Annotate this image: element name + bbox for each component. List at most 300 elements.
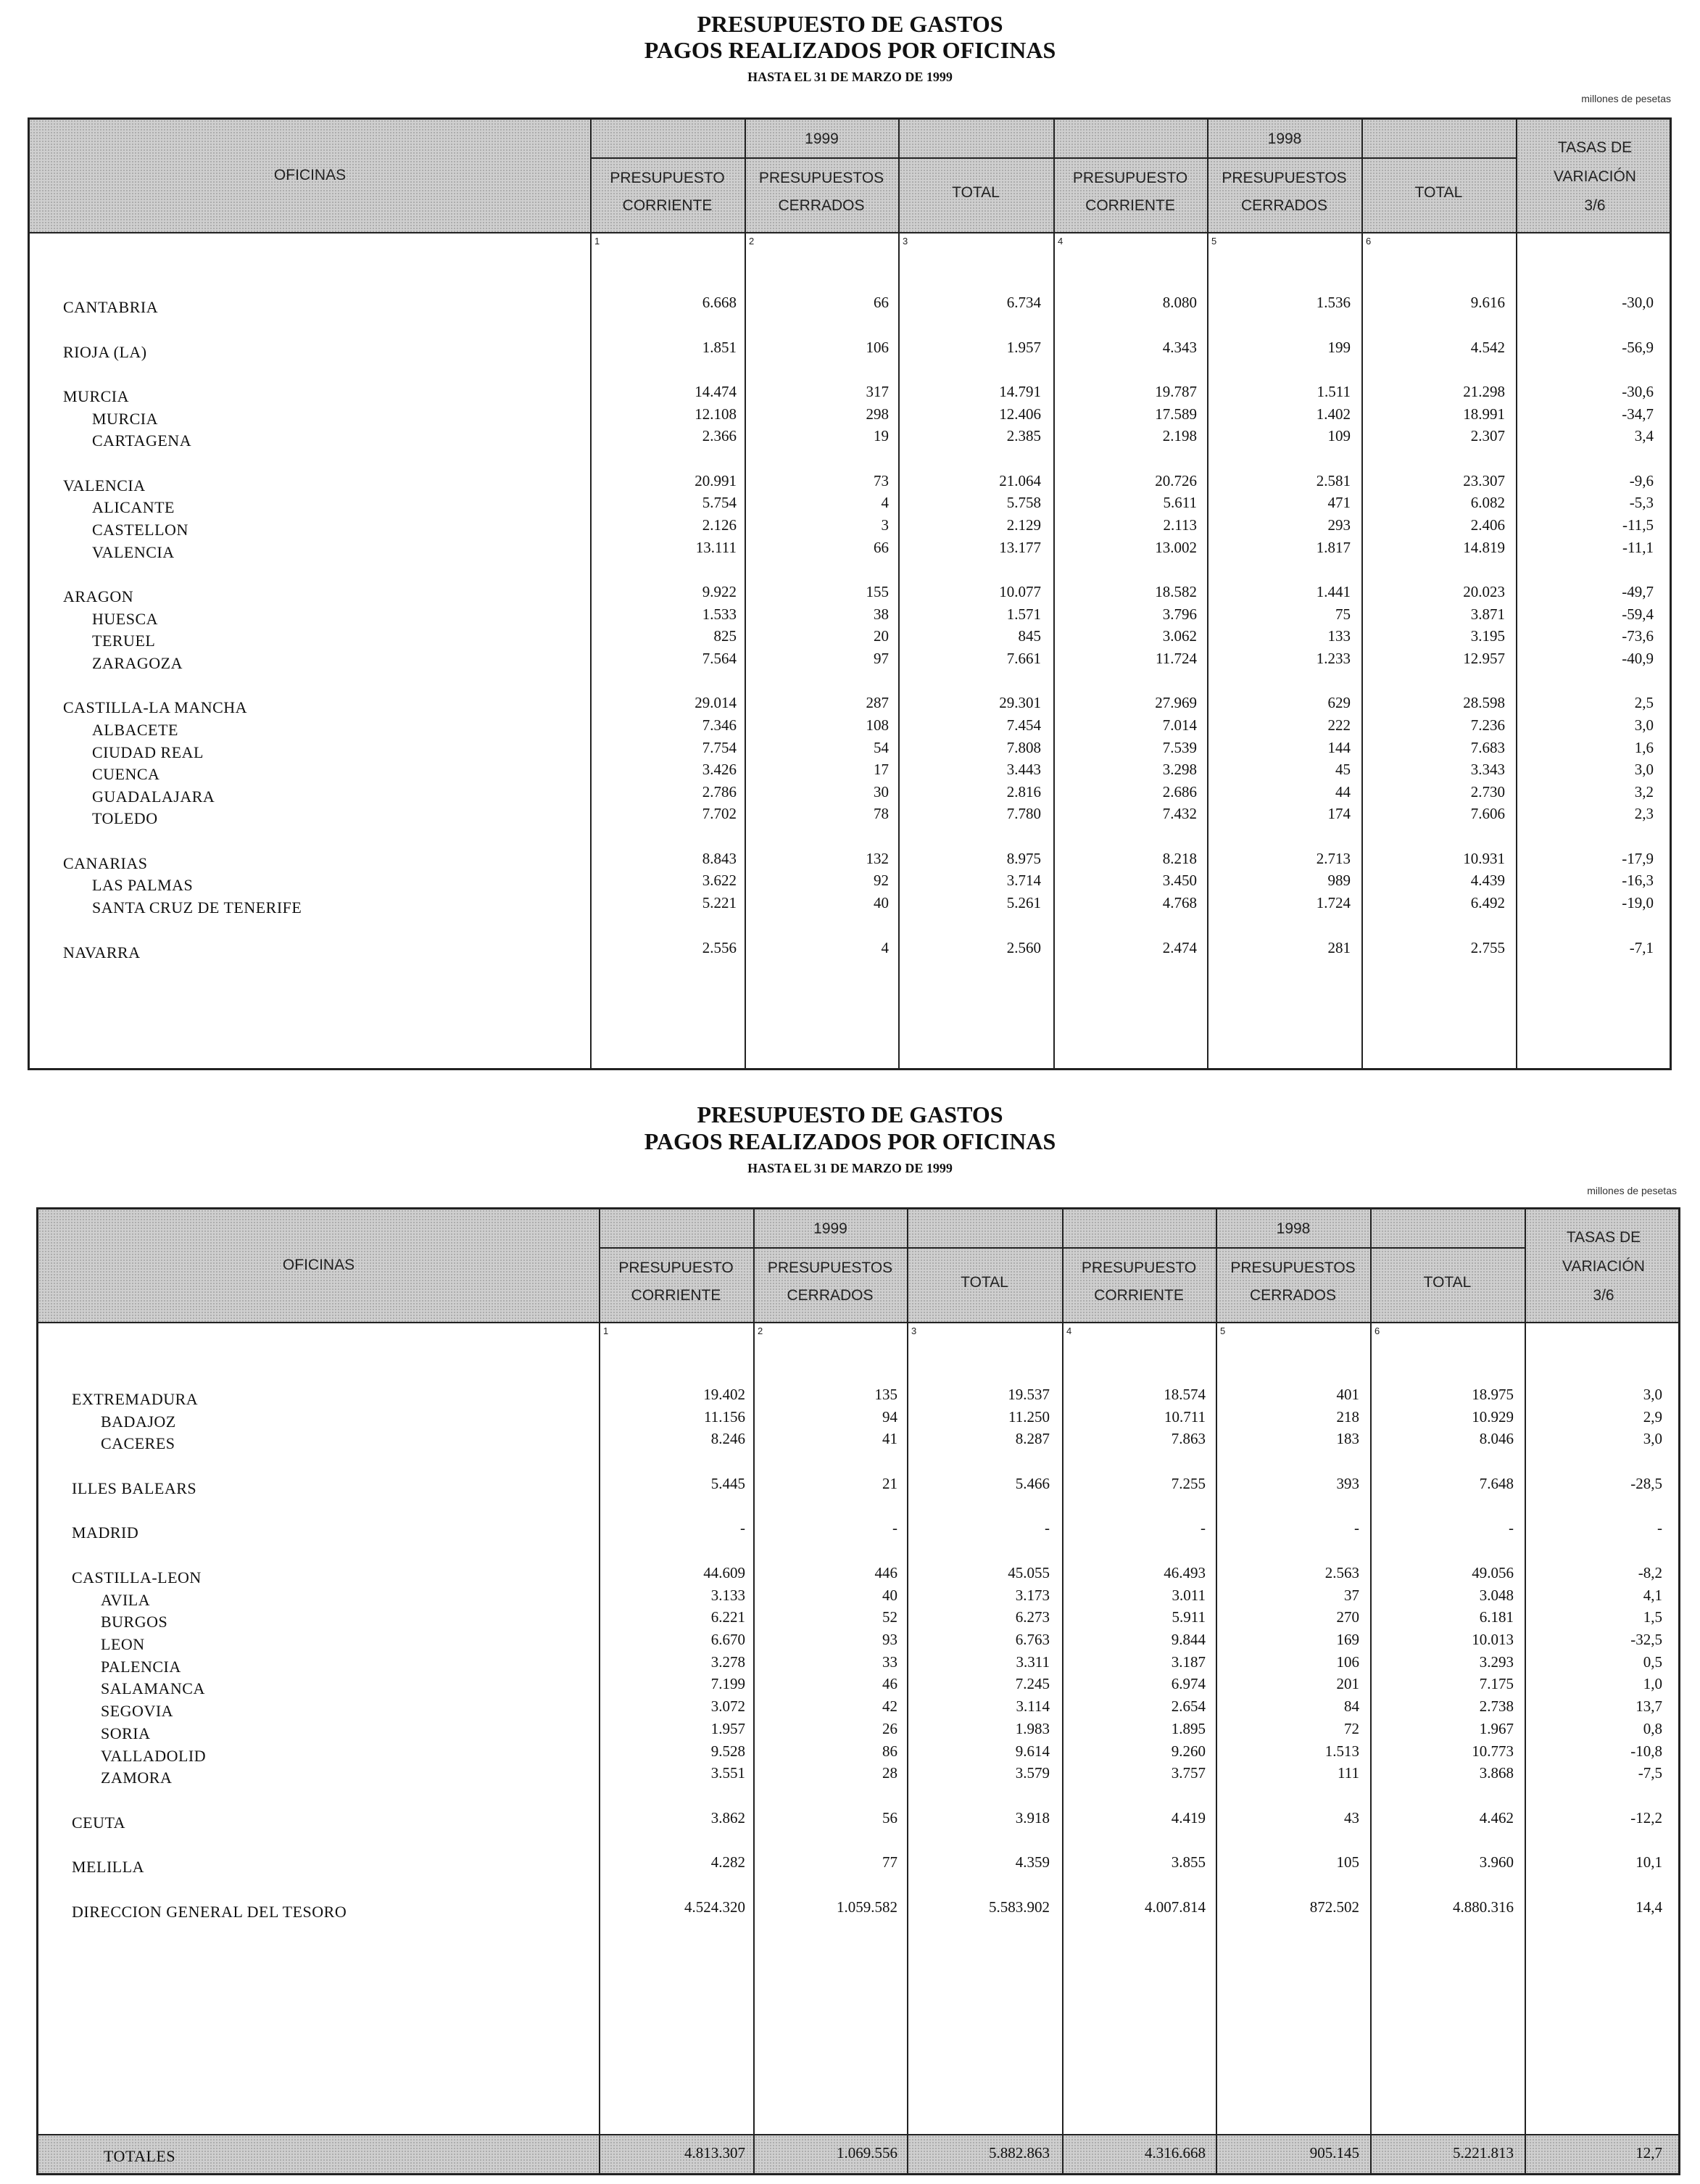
header-oficinas: OFICINAS xyxy=(282,1257,355,1273)
cell-value: 43 xyxy=(1344,1808,1359,1827)
cell-value: 52 xyxy=(882,1608,897,1626)
cell-value: 872.502 xyxy=(1309,1898,1359,1916)
cell-value: 629 xyxy=(1327,694,1351,712)
office-name-sub: MURCIA xyxy=(92,409,159,428)
cell-value: 1.957 xyxy=(1006,338,1041,356)
cell-value: 19.537 xyxy=(1008,1386,1050,1403)
cell-value: 2,9 xyxy=(1643,1407,1662,1426)
cell-value: 54 xyxy=(874,738,889,756)
cell-value: 2.406 xyxy=(1470,516,1505,534)
office-name-sub: CUENCA xyxy=(92,765,160,784)
cell-value: 298 xyxy=(866,405,889,423)
cell-value: 5.758 xyxy=(1006,494,1041,512)
cell-value: 3 xyxy=(881,516,889,534)
column-number: 3 xyxy=(911,1325,917,1336)
cell-value: 2.730 xyxy=(1470,782,1505,801)
cell-value: 20.726 xyxy=(1155,471,1197,489)
cell-value: 287 xyxy=(866,694,889,712)
year-divider xyxy=(599,1247,1525,1249)
cell-value: 7.780 xyxy=(1006,805,1041,823)
section-date: HASTA EL 31 DE MARZO DE 1999 xyxy=(747,1161,953,1175)
cell-value: 2.654 xyxy=(1171,1697,1206,1716)
cell-value: 109 xyxy=(1327,427,1351,445)
table-row xyxy=(30,472,1674,494)
cell-value: 41 xyxy=(882,1430,897,1448)
cell-value: 45 xyxy=(1335,761,1351,779)
office-name-sub: ZAMORA xyxy=(101,1769,173,1787)
cell-value: -11,1 xyxy=(1622,538,1654,556)
cell-value: 9.260 xyxy=(1171,1742,1206,1760)
cell-value: 93 xyxy=(882,1631,897,1648)
cell-value: 7.754 xyxy=(702,738,737,756)
cell-value: 3.868 xyxy=(1479,1764,1514,1782)
cell-value: 18.582 xyxy=(1155,583,1197,600)
cell-value: 2.563 xyxy=(1324,1563,1359,1581)
cell-value: 7.702 xyxy=(702,805,737,823)
cell-value: 3,4 xyxy=(1634,427,1654,445)
cell-value: 3.714 xyxy=(1006,872,1041,890)
header-total: TOTAL xyxy=(1414,184,1463,201)
cell-value: 144 xyxy=(1327,738,1351,756)
cell-value: 2.126 xyxy=(702,516,737,534)
cell-value: 19.787 xyxy=(1155,383,1197,400)
table-row xyxy=(30,872,1674,893)
totals-label: TOTALES xyxy=(104,2147,176,2165)
cell-value: 2.738 xyxy=(1479,1697,1514,1716)
cell-value: 44 xyxy=(1335,782,1351,801)
office-name-sub: ALICANTE xyxy=(92,498,175,517)
cell-value: 10,1 xyxy=(1635,1853,1662,1871)
cell-value: 9.844 xyxy=(1171,1631,1206,1648)
cell-value: 2.581 xyxy=(1316,471,1351,489)
cell-value: 6.668 xyxy=(702,294,737,311)
cell-value: 4 xyxy=(881,494,889,512)
totals-value: 5.221.813 xyxy=(1453,2144,1514,2162)
cell-value: 38 xyxy=(874,605,889,623)
cell-value: 18.975 xyxy=(1472,1386,1514,1403)
cell-value: 3.855 xyxy=(1171,1853,1206,1871)
office-name-sub: CARTAGENA xyxy=(92,431,192,450)
header-year-1998: 1998 xyxy=(1276,1220,1311,1237)
cell-value: 4.282 xyxy=(710,1853,745,1871)
cell-value: 8.246 xyxy=(710,1430,745,1448)
office-name: MADRID xyxy=(72,1523,139,1542)
cell-value: 3,0 xyxy=(1634,761,1654,779)
budget-table xyxy=(36,1207,1680,2175)
cell-value: 218 xyxy=(1336,1407,1359,1426)
table-row xyxy=(30,339,1674,360)
cell-value: 201 xyxy=(1336,1675,1359,1693)
cell-value: -11,5 xyxy=(1622,516,1654,534)
table-row xyxy=(30,539,1674,561)
cell-value: 12.406 xyxy=(999,405,1041,423)
cell-value: 10.773 xyxy=(1472,1742,1514,1760)
cell-value: 92 xyxy=(874,872,889,890)
office-name-sub: GUADALAJARA xyxy=(92,787,215,806)
table-row xyxy=(30,850,1674,872)
cell-value: 199 xyxy=(1327,338,1351,356)
cell-value: 222 xyxy=(1327,716,1351,734)
cell-value: 4.439 xyxy=(1470,872,1505,890)
cell-value: 2.366 xyxy=(702,427,737,445)
cell-value: 989 xyxy=(1327,872,1351,890)
cell-value: 106 xyxy=(1336,1653,1359,1671)
header-subcol-line2: CORRIENTE xyxy=(1085,197,1175,214)
cell-value: 2.474 xyxy=(1162,938,1197,956)
section-subtitle: PAGOS REALIZADOS POR OFICINAS xyxy=(644,37,1056,63)
cell-value: 5.445 xyxy=(710,1474,745,1492)
cell-value: -7,5 xyxy=(1638,1764,1662,1782)
column-number: 4 xyxy=(1066,1325,1072,1336)
header-tasa-3: 3/6 xyxy=(1593,1287,1614,1304)
cell-value: 281 xyxy=(1327,938,1351,956)
cell-value: 3.114 xyxy=(1016,1697,1050,1716)
cell-value: 4.419 xyxy=(1171,1808,1206,1827)
table-row xyxy=(38,1675,1683,1697)
cell-value: 2.385 xyxy=(1006,427,1041,445)
cell-value: -30,6 xyxy=(1622,383,1654,400)
office-name-sub: BADAJOZ xyxy=(101,1412,176,1431)
office-name: CANTABRIA xyxy=(63,298,159,316)
cell-value: 3.311 xyxy=(1016,1653,1050,1671)
cell-value: 2.713 xyxy=(1316,849,1351,867)
cell-value: 7.661 xyxy=(1006,649,1041,667)
cell-value: 28 xyxy=(882,1764,897,1782)
header-year-1998: 1998 xyxy=(1267,131,1302,147)
office-name: VALENCIA xyxy=(63,476,146,495)
cell-value: 0,5 xyxy=(1643,1653,1662,1671)
cell-value: 1.233 xyxy=(1316,649,1351,667)
cell-value: 46.493 xyxy=(1164,1563,1206,1581)
cell-value: 14.474 xyxy=(694,383,737,400)
cell-value: 86 xyxy=(882,1742,897,1760)
cell-value: 2.786 xyxy=(702,782,737,801)
budget-table xyxy=(28,117,1672,1070)
cell-value: 28.598 xyxy=(1463,694,1505,712)
office-name: CEUTA xyxy=(72,1813,126,1832)
table-row xyxy=(30,605,1674,627)
table-row xyxy=(38,1653,1683,1675)
cell-value: 1.059.582 xyxy=(837,1898,897,1916)
cell-value: - xyxy=(740,1519,745,1537)
office-name: MELILLA xyxy=(72,1858,145,1877)
cell-value: 14,4 xyxy=(1635,1898,1662,1916)
cell-value: 133 xyxy=(1327,627,1351,645)
header-total: TOTAL xyxy=(952,184,1000,201)
table-row xyxy=(30,694,1674,716)
cell-value: 6.221 xyxy=(710,1608,745,1626)
cell-value: 3.278 xyxy=(710,1653,745,1671)
office-name-sub: SANTA CRUZ DE TENERIFE xyxy=(92,898,302,917)
cell-value: 270 xyxy=(1336,1608,1359,1626)
column-number: 5 xyxy=(1220,1325,1226,1336)
cell-value: 11.724 xyxy=(1156,649,1197,667)
header-subcol-line2: CERRADOS xyxy=(787,1287,874,1304)
cell-value: 6.763 xyxy=(1015,1631,1050,1648)
cell-value: 78 xyxy=(874,805,889,823)
office-name-sub: SORIA xyxy=(101,1724,151,1742)
cell-value: 3.048 xyxy=(1479,1586,1514,1604)
header-tasa-1: TASAS DE xyxy=(1557,139,1633,156)
table-row xyxy=(30,739,1674,761)
cell-value: 1.983 xyxy=(1015,1719,1050,1737)
cell-value: 7.454 xyxy=(1006,716,1041,734)
cell-value: -16,3 xyxy=(1622,872,1654,890)
cell-value: 3.443 xyxy=(1006,761,1041,779)
header-subcol-line2: CORRIENTE xyxy=(622,197,713,214)
cell-value: 393 xyxy=(1336,1474,1359,1492)
cell-value: 4.542 xyxy=(1470,338,1505,356)
cell-value: 7.808 xyxy=(1006,738,1041,756)
header-subcol-line1: PRESUPUESTOS xyxy=(1230,1259,1356,1276)
totals-value: 1.069.556 xyxy=(837,2144,897,2162)
cell-value: 4.359 xyxy=(1015,1853,1050,1871)
cell-value: 13.002 xyxy=(1155,538,1197,556)
cell-value: -9,6 xyxy=(1629,471,1654,489)
cell-value: 40 xyxy=(874,894,889,911)
cell-value: 3.551 xyxy=(710,1764,745,1782)
cell-value: 9.614 xyxy=(1015,1742,1050,1760)
cell-value: 3.072 xyxy=(710,1697,745,1716)
cell-value: - xyxy=(1657,1519,1662,1537)
cell-value: 1.441 xyxy=(1316,583,1351,600)
cell-value: 1.724 xyxy=(1316,894,1351,911)
cell-value: 401 xyxy=(1336,1386,1359,1403)
office-name-sub: VALLADOLID xyxy=(101,1746,207,1765)
section-title: PRESUPUESTO DE GASTOS xyxy=(697,1101,1003,1128)
cell-value: 2.113 xyxy=(1163,516,1197,534)
cell-value: -17,9 xyxy=(1622,849,1654,867)
table-row xyxy=(30,427,1674,449)
cell-value: 27.969 xyxy=(1155,694,1197,712)
cell-value: 5.911 xyxy=(1172,1608,1206,1626)
cell-value: -73,6 xyxy=(1622,627,1654,645)
cell-value: 9.616 xyxy=(1470,294,1505,311)
cell-value: 3.579 xyxy=(1015,1764,1050,1782)
office-name: RIOJA (LA) xyxy=(63,342,147,361)
cell-value: 8.046 xyxy=(1479,1430,1514,1448)
cell-value: 3.187 xyxy=(1171,1653,1206,1671)
cell-value: 2.307 xyxy=(1470,427,1505,445)
cell-value: 29.301 xyxy=(999,694,1041,712)
table-row xyxy=(38,1475,1683,1497)
table-row xyxy=(38,1519,1683,1541)
cell-value: 111 xyxy=(1338,1764,1359,1782)
office-name-sub: VALENCIA xyxy=(92,542,175,561)
table-row xyxy=(30,383,1674,405)
table-row xyxy=(38,1608,1683,1630)
cell-value: -32,5 xyxy=(1630,1631,1662,1648)
units-note: millones de pesetas xyxy=(1581,93,1671,104)
table-row xyxy=(30,294,1674,315)
cell-value: 155 xyxy=(866,583,889,600)
office-name-sub: TOLEDO xyxy=(92,809,158,828)
cell-value: - xyxy=(1354,1519,1359,1537)
header-subcol-line1: PRESUPUESTOS xyxy=(767,1259,893,1276)
cell-value: 5.754 xyxy=(702,494,737,512)
cell-value: 7.539 xyxy=(1162,738,1197,756)
cell-value: 1.957 xyxy=(710,1719,745,1737)
header-subcol-line1: PRESUPUESTO xyxy=(610,170,725,186)
cell-value: 5.261 xyxy=(1006,894,1041,911)
cell-value: 1.851 xyxy=(702,338,737,356)
header-subcol-line2: CERRADOS xyxy=(778,197,865,214)
header-tasa-3: 3/6 xyxy=(1584,197,1606,214)
cell-value: 2,5 xyxy=(1634,694,1654,712)
cell-value: 12.108 xyxy=(694,405,737,423)
cell-value: 10.013 xyxy=(1472,1631,1514,1648)
column-number: 5 xyxy=(1211,236,1217,247)
cell-value: 4.524.320 xyxy=(684,1898,745,1916)
cell-value: 73 xyxy=(874,471,889,489)
table-row xyxy=(30,405,1674,427)
header-subcol-line1: PRESUPUESTO xyxy=(618,1259,734,1276)
totals-value: 905.145 xyxy=(1309,2144,1359,2162)
table-row xyxy=(30,494,1674,516)
year-divider xyxy=(590,157,1516,159)
cell-value: 169 xyxy=(1336,1631,1359,1648)
header-tasa-2: VARIACIÓN xyxy=(1554,168,1636,185)
header-subcol-line2: CERRADOS xyxy=(1249,1287,1337,1304)
column-number: 3 xyxy=(903,236,908,247)
cell-value: 12.957 xyxy=(1463,649,1505,667)
cell-value: -19,0 xyxy=(1622,894,1654,911)
cell-value: - xyxy=(1201,1519,1206,1537)
cell-value: 20 xyxy=(874,627,889,645)
cell-value: 7.175 xyxy=(1479,1675,1514,1693)
cell-value: 7.606 xyxy=(1470,805,1505,823)
header-year-1999: 1999 xyxy=(805,131,839,147)
cell-value: 1.511 xyxy=(1317,383,1351,400)
cell-value: 2.816 xyxy=(1006,782,1041,801)
cell-value: 5.466 xyxy=(1015,1474,1050,1492)
cell-value: -59,4 xyxy=(1622,605,1654,623)
cell-value: 183 xyxy=(1336,1430,1359,1448)
cell-value: -7,1 xyxy=(1629,938,1654,956)
cell-value: 3.622 xyxy=(702,872,737,890)
table-row xyxy=(38,1809,1683,1831)
cell-value: 10.929 xyxy=(1472,1407,1514,1426)
cell-value: 17.589 xyxy=(1155,405,1197,423)
cell-value: 10.711 xyxy=(1164,1407,1206,1426)
totals-value: 5.882.863 xyxy=(989,2144,1050,2162)
cell-value: 66 xyxy=(874,294,889,311)
cell-value: 3.862 xyxy=(710,1808,745,1827)
cell-value: 7.236 xyxy=(1470,716,1505,734)
cell-value: 3.757 xyxy=(1171,1764,1206,1782)
cell-value: 10.931 xyxy=(1463,849,1505,867)
cell-value: - xyxy=(1509,1519,1514,1537)
cell-value: 42 xyxy=(882,1697,897,1716)
cell-value: 4 xyxy=(881,938,889,956)
header-tasa-2: VARIACIÓN xyxy=(1562,1258,1645,1275)
cell-value: 97 xyxy=(874,649,889,667)
office-name-sub: CASTELLON xyxy=(92,520,188,539)
table-row xyxy=(38,1853,1683,1875)
header-oficinas: OFICINAS xyxy=(273,167,347,183)
cell-value: 7.648 xyxy=(1479,1474,1514,1492)
totals-row-content xyxy=(38,2143,1683,2164)
cell-value: 1,0 xyxy=(1643,1675,1662,1693)
header-year-1999: 1999 xyxy=(813,1220,847,1237)
totals-value: 4.316.668 xyxy=(1145,2144,1206,2162)
cell-value: 5.611 xyxy=(1163,494,1197,512)
cell-value: -12,2 xyxy=(1630,1808,1662,1827)
cell-value: 8.843 xyxy=(702,849,737,867)
cell-value: 6.670 xyxy=(710,1631,745,1648)
cell-value: 9.528 xyxy=(710,1742,745,1760)
cell-value: 4.880.316 xyxy=(1453,1898,1514,1916)
totals-value: 12,7 xyxy=(1635,2144,1662,2162)
cell-value: 66 xyxy=(874,538,889,556)
cell-value: 0,8 xyxy=(1643,1719,1662,1737)
table-row xyxy=(38,1764,1683,1786)
cell-value: 135 xyxy=(874,1386,897,1403)
office-name: CANARIAS xyxy=(63,853,148,872)
column-number: 1 xyxy=(603,1325,609,1336)
cell-value: 446 xyxy=(874,1563,897,1581)
cell-value: 33 xyxy=(882,1653,897,1671)
cell-value: 1,6 xyxy=(1634,738,1654,756)
cell-value: 4.007.814 xyxy=(1145,1898,1206,1916)
cell-value: 26 xyxy=(882,1719,897,1737)
cell-value: 3,0 xyxy=(1643,1386,1662,1403)
table-row xyxy=(38,1720,1683,1742)
cell-value: 11.250 xyxy=(1008,1407,1050,1426)
section-subtitle: PAGOS REALIZADOS POR OFICINAS xyxy=(644,1128,1056,1154)
cell-value: 29.014 xyxy=(694,694,737,712)
cell-value: 77 xyxy=(882,1853,897,1871)
cell-value: 3.011 xyxy=(1172,1586,1206,1604)
office-name-sub: TERUEL xyxy=(92,632,156,650)
cell-value: 3,0 xyxy=(1634,716,1654,734)
cell-value: 14.791 xyxy=(999,383,1041,400)
header-subcol-line1: PRESUPUESTO xyxy=(1081,1259,1197,1276)
office-name: DIRECCION GENERAL DEL TESORO xyxy=(72,1902,347,1921)
cell-value: -34,7 xyxy=(1622,405,1654,423)
office-name-sub: HUESCA xyxy=(92,609,159,628)
table-row xyxy=(38,1386,1683,1407)
cell-value: 7.863 xyxy=(1171,1430,1206,1448)
cell-value: 13.111 xyxy=(695,538,737,556)
cell-value: -10,8 xyxy=(1630,1742,1662,1760)
cell-value: 2,3 xyxy=(1634,805,1654,823)
table-row xyxy=(30,783,1674,805)
cell-value: 4,1 xyxy=(1643,1586,1662,1604)
cell-value: 1.967 xyxy=(1479,1719,1514,1737)
cell-value: 2.560 xyxy=(1006,938,1041,956)
cell-value: 4.343 xyxy=(1162,338,1197,356)
office-name: EXTREMADURA xyxy=(72,1390,199,1408)
cell-value: 2.198 xyxy=(1162,427,1197,445)
cell-value: 49.056 xyxy=(1472,1563,1514,1581)
office-name: CASTILLA-LA MANCHA xyxy=(63,698,248,717)
header-total: TOTAL xyxy=(961,1274,1008,1291)
cell-value: 1.571 xyxy=(1006,605,1041,623)
cell-value: 72 xyxy=(1344,1719,1359,1737)
units-note: millones de pesetas xyxy=(1587,1185,1677,1196)
cell-value: 4.768 xyxy=(1162,894,1197,911)
cell-value: 105 xyxy=(1336,1853,1359,1871)
cell-value: 19.402 xyxy=(703,1386,745,1403)
cell-value: 6.181 xyxy=(1479,1608,1514,1626)
cell-value: 94 xyxy=(882,1407,897,1426)
table-row xyxy=(30,516,1674,538)
cell-value: 7.432 xyxy=(1162,805,1197,823)
cell-value: -28,5 xyxy=(1630,1474,1662,1492)
cell-value: 13,7 xyxy=(1635,1697,1662,1716)
table-row xyxy=(38,1742,1683,1764)
